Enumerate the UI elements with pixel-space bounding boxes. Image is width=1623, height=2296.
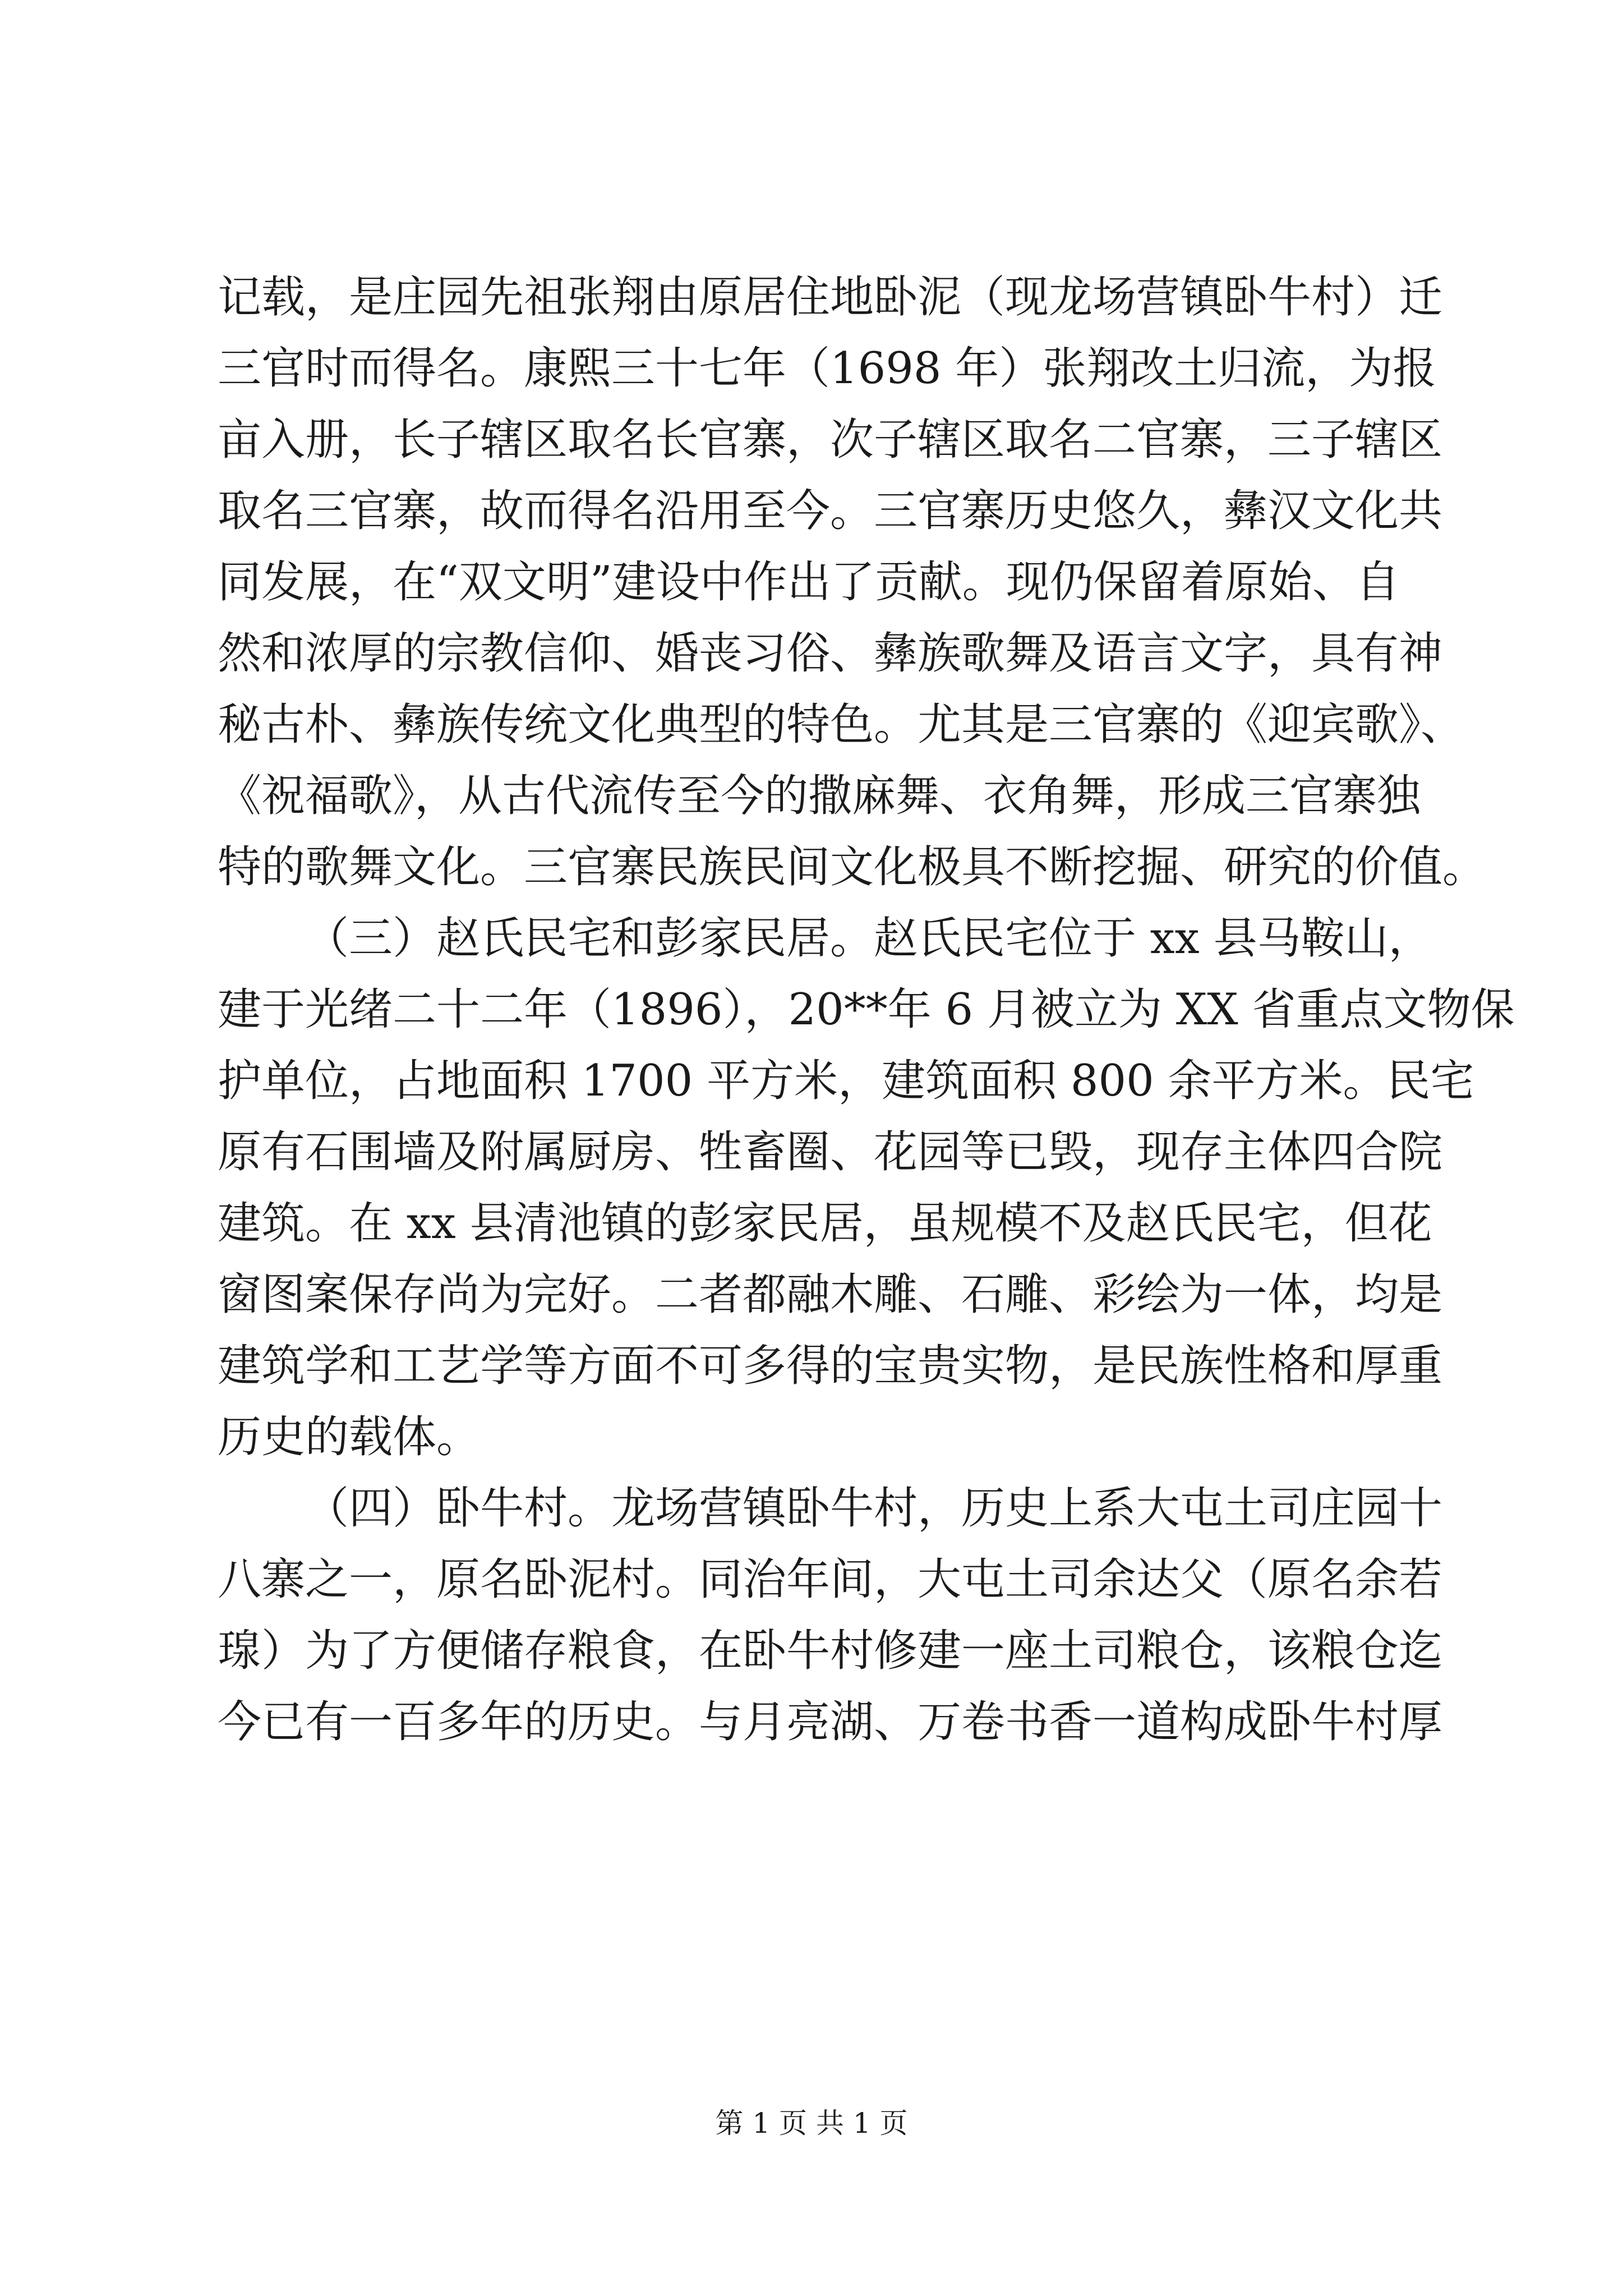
text-line: 建筑学和工艺学等方面不可多得的宝贵实物，是民族性格和厚重 — [218, 1341, 1443, 1391]
paragraph-start-line: （三）赵氏民宅和彭家民居。赵氏民宅位于 xx 县马鞍山， — [305, 913, 1432, 964]
text-line: 护单位，占地面积 1700 平方米，建筑面积 800 余平方米。民宅 — [218, 1056, 1474, 1106]
text-line: 亩入册，长子辖区取名长官寨，次子辖区取名二官寨，三子辖区 — [218, 415, 1443, 465]
text-line: 同发展，在“双文明”建设中作出了贡献。现仍保留着原始、自 — [218, 557, 1400, 608]
text-line: 取名三官寨，故而得名沿用至今。三官寨历史悠久，彝汉文化共 — [218, 486, 1443, 536]
text-line: 瑔）为了方便储存粮食，在卧牛村修建一座土司粮仓，该粮仓迄 — [218, 1626, 1443, 1676]
page-footer: 第 1 页 共 1 页 — [715, 2107, 908, 2139]
text-line: 原有石围墙及附属厨房、牲畜圈、花园等已毁，现存主体四合院 — [218, 1127, 1443, 1177]
text-line: 记载，是庄园先祖张翔由原居住地卧泥（现龙场营镇卧牛村）迁 — [218, 272, 1443, 323]
text-line: 三官时而得名。康熙三十七年（1698 年）张翔改土归流，为报 — [218, 343, 1437, 394]
text-line: 《祝福歌》，从古代流传至今的撒麻舞、衣角舞，形成三官寨独 — [218, 771, 1421, 821]
text-line: 窗图案保存尚为完好。二者都融木雕、石雕、彩绘为一体，均是 — [218, 1269, 1443, 1320]
text-line: 今已有一百多年的历史。与月亮湖、万卷书香一道构成卧牛村厚 — [218, 1697, 1443, 1747]
text-line: 建筑。在 xx 县清池镇的彭家民居，虽规模不及赵氏民宅，但花 — [218, 1198, 1432, 1249]
text-line: 秘古朴、彝族传统文化典型的特色。尤其是三官寨的《迎宾歌》、 — [218, 700, 1465, 750]
text-line: 建于光绪二十二年（1896），20**年 6 月被立为 XX 省重点文物保 — [218, 984, 1515, 1035]
text-line: 历史的载体。 — [218, 1412, 481, 1462]
text-line: 特的歌舞文化。三官寨民族民间文化极具不断挖掘、研究的价值。 — [218, 842, 1487, 892]
paragraph-start-line: （四）卧牛村。龙场营镇卧牛村，历史上系大屯土司庄园十 — [305, 1483, 1443, 1534]
text-line: 八寨之一，原名卧泥村。同治年间，大屯土司余达父（原名余若 — [218, 1554, 1443, 1605]
text-line: 然和浓厚的宗教信仰、婚丧习俗、彝族歌舞及语言文字，具有神 — [218, 628, 1443, 679]
